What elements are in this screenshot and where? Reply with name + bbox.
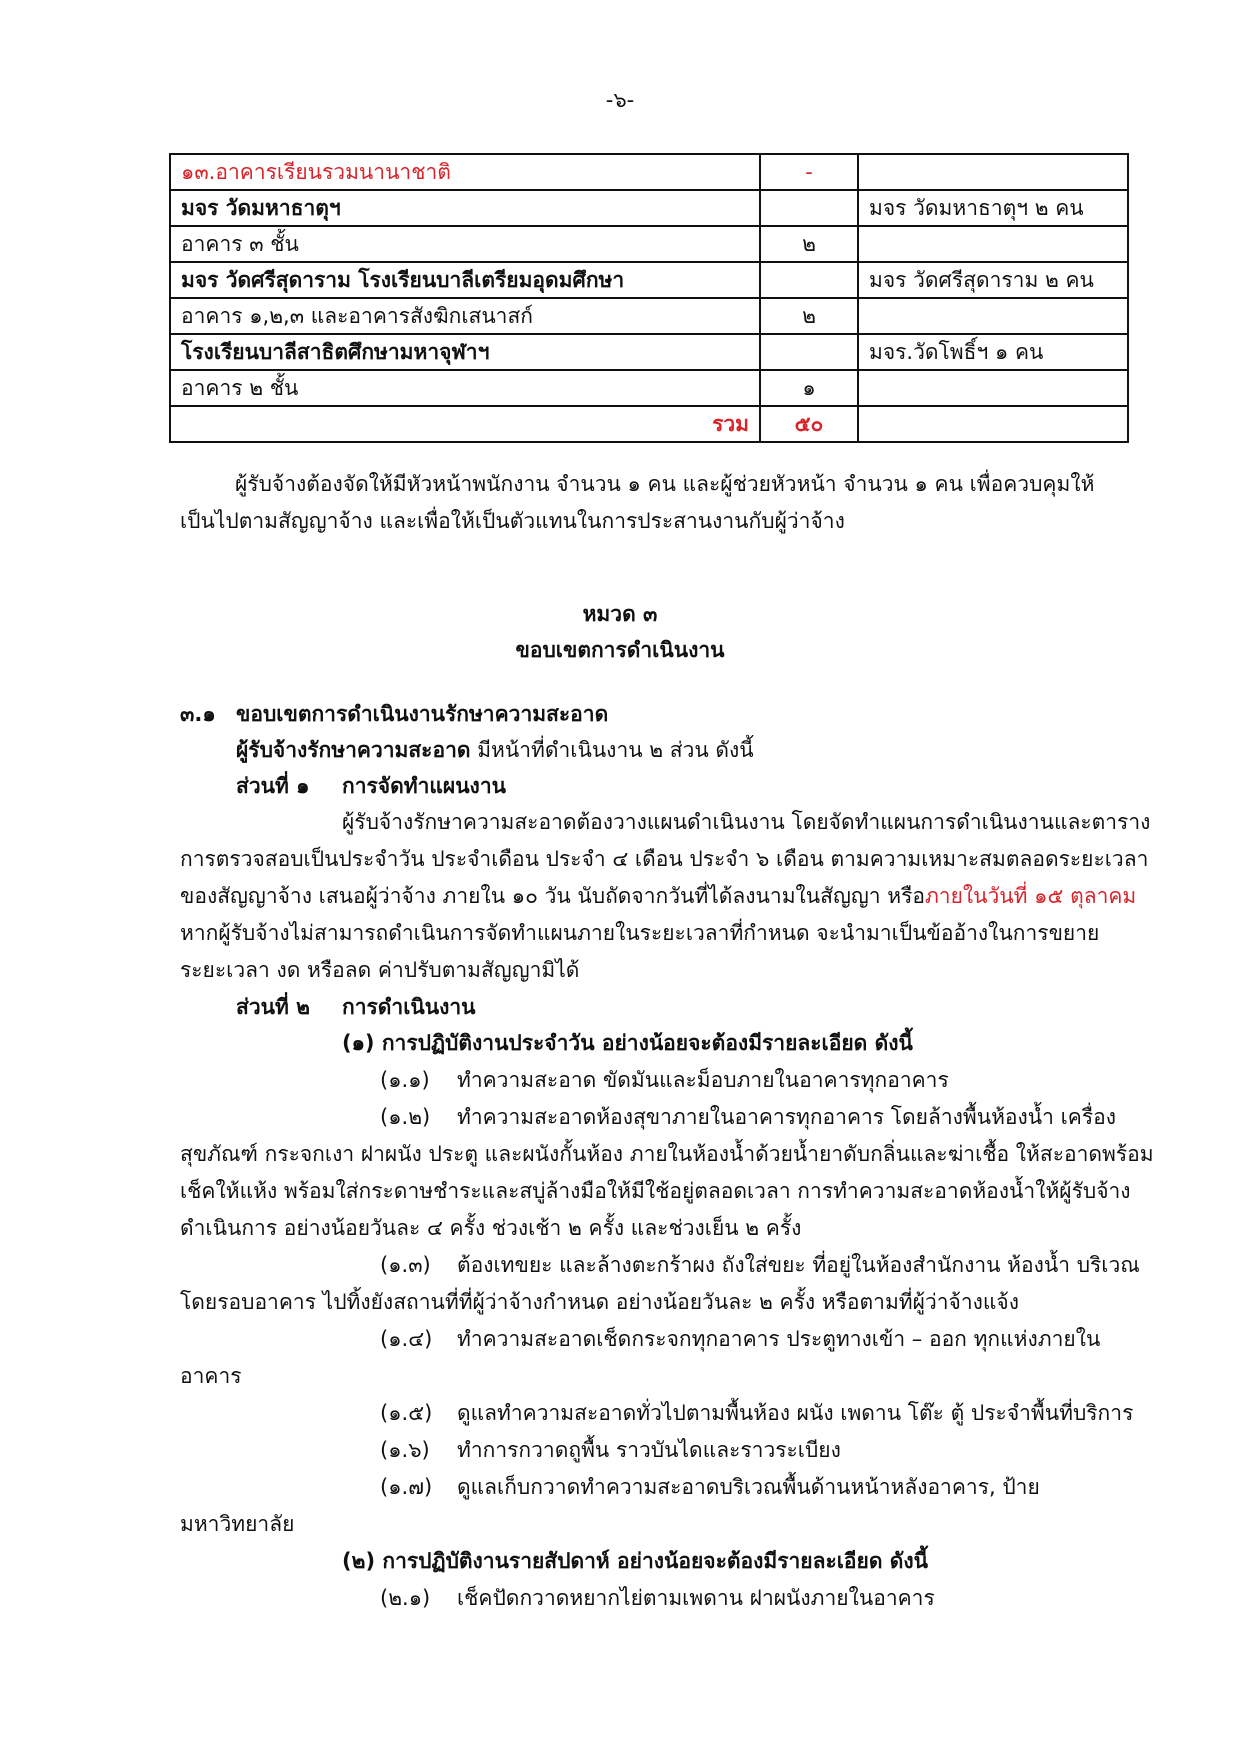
page-number: -๖-: [605, 88, 635, 112]
item-1-7-num: (๑.๗): [380, 1475, 433, 1499]
duty-rest: มีหน้าที่ดำเนินงาน ๒ ส่วน ดังนี้: [470, 738, 754, 762]
intro-line-1: ผู้รับจ้างต้องจัดให้มีหัวหน้าพนักงาน จำนวน ๑ คน และผู้ช่วยหัวหน้า จำนวน ๑ คน เพื่อควบคุมให้: [235, 472, 1095, 496]
item-1-2-cont-1: สุขภัณฑ์ กระจกเงา ฝาผนัง ประตู และผนังกั้นห้อง ภายในห้องน้ำด้วยน้ำยาดับกลิ่นและฆ่าเชื้อ ให้สะอาดพร้อม: [180, 1142, 1154, 1166]
staff-cell: มจร.วัดโพธิ์ฯ ๑ คน: [858, 334, 1128, 370]
location-cell: อาคาร ๓ ชั้น: [170, 226, 760, 262]
part1-line-3: [180, 880, 1136, 913]
part1-line-3-text: ของสัญญาจ้าง เสนอผู้ว่าจ้าง ภายใน ๑๐ วัน นับถัดจากวันที่ได้ลงนามในสัญญา หรือ: [180, 884, 925, 908]
duty-line: [236, 734, 754, 767]
item-1-1-text: ทำความสะอาด ขัดมันและม็อบภายในอาคารทุกอาคาร: [457, 1068, 949, 1092]
location-cell: อาคาร ๑,๒,๓ และอาคารสังฆิกเสนาสก์: [170, 298, 760, 334]
item-1-2-text: ทำความสะอาดห้องสุขาภายในอาคารทุกอาคาร โดยล้างพื้นห้องน้ำ เครื่อง: [457, 1105, 1116, 1129]
chapter-subtitle: ขอบเขตการดำเนินงาน: [515, 638, 725, 662]
item-1-2-num: (๑.๒): [380, 1105, 431, 1129]
count-cell: ๒: [760, 298, 858, 334]
item-1-3-text: ต้องเทขยะ และล้างตะกร้าผง ถังใส่ขยะ ที่อยู่ในห้องสำนักงาน ห้องน้ำ บริเวณ: [457, 1253, 1140, 1277]
part1-line-2: การตรวจสอบเป็นประจำวัน ประจำเดือน ประจำ ๔ เดือน ประจำ ๖ เดือน ตามความเหมาะสมตลอดระยะเวลา: [180, 847, 1149, 871]
item-1-5-num: (๑.๕): [380, 1401, 433, 1425]
item-1-4-num: (๑.๔): [380, 1327, 433, 1351]
item-2-1-text: เช็คปัดกวาดหยากไย่ตามเพดาน ฝาผนังภายในอาคาร: [457, 1586, 935, 1610]
staff-table: [169, 153, 1129, 443]
part1-label: ส่วนที่ ๑: [236, 774, 310, 798]
count-cell: ๒: [760, 226, 858, 262]
duty-bold: ผู้รับจ้างรักษาความสะอาด: [236, 738, 471, 762]
item-1-6-num: (๑.๖): [380, 1438, 430, 1462]
table-row: [170, 226, 1128, 262]
location-cell: มจร วัดมหาธาตุฯ: [170, 190, 760, 226]
table-row: [170, 370, 1128, 406]
staff-cell: [858, 370, 1128, 406]
count-cell: [760, 334, 858, 370]
location-cell: ๑๓.อาคารเรียนรวมนานาชาติ: [170, 154, 760, 190]
chapter-title: หมวด ๓: [582, 602, 658, 626]
item-1-3-num: (๑.๓): [380, 1253, 431, 1277]
item-1-6-text: ทำการกวาดถูพื้น ราวบันไดและราวระเบียง: [457, 1438, 841, 1462]
location-cell: มจร วัดศรีสุดาราม โรงเรียนบาลีเตรียมอุดมศึกษา: [170, 262, 760, 298]
section-number: ๓.๑: [180, 702, 216, 726]
intro-line-2: เป็นไปตามสัญญาจ้าง และเพื่อให้เป็นตัวแทนในการประสานงานกับผู้ว่าจ้าง: [180, 509, 845, 533]
location-cell: อาคาร ๒ ชั้น: [170, 370, 760, 406]
count-cell: ๑: [760, 370, 858, 406]
location-cell: โรงเรียนบาลีสาธิตศึกษามหาจุฬาฯ: [170, 334, 760, 370]
total-label: รวม: [170, 406, 760, 442]
deadline-highlight: ภายในวันที่ ๑๕ ตุลาคม: [924, 884, 1137, 908]
staff-cell: [858, 298, 1128, 334]
total-empty-cell: [858, 406, 1128, 442]
staff-cell: มจร วัดศรีสุดาราม ๒ คน: [858, 262, 1128, 298]
part2-title: การดำเนินงาน: [342, 995, 476, 1019]
part1-line-5: ระยะเวลา งด หรือลด ค่าปรับตามสัญญามิได้: [180, 958, 580, 982]
staff-cell: [858, 154, 1128, 190]
item-1-2-cont-2: เช็คให้แห้ง พร้อมใส่กระดาษชำระและสบู่ล้างมือให้มีใช้อยู่ตลอดเวลา การทำความสะอาดห้องน้ำให้ผู้รับจ้าง: [180, 1179, 1131, 1203]
table-row: [170, 298, 1128, 334]
item-1-4-cont-1: อาคาร: [180, 1364, 242, 1388]
item-1-4-text: ทำความสะอาดเช็ดกระจกทุกอาคาร ประตูทางเข้า – ออก ทุกแห่งภายใน: [457, 1327, 1101, 1351]
total-value: ๕๐: [760, 406, 858, 442]
table-row: [170, 334, 1128, 370]
item-1-1-num: (๑.๑): [380, 1068, 430, 1092]
part1-line-1: ผู้รับจ้างรักษาความสะอาดต้องวางแผนดำเนินงาน โดยจัดทำแผนการดำเนินงานและตาราง: [342, 810, 1151, 834]
total-row: [170, 406, 1128, 442]
part1-title: การจัดทำแผนงาน: [342, 774, 506, 798]
part2-label: ส่วนที่ ๒: [236, 995, 310, 1019]
item-1-2-cont-3: ดำเนินการ อย่างน้อยวันละ ๔ ครั้ง ช่วงเช้า ๒ ครั้ง และช่วงเย็น ๒ ครั้ง: [180, 1216, 802, 1240]
count-cell: -: [760, 154, 858, 190]
item-1-7-cont-1: มหาวิทยาลัย: [180, 1512, 295, 1536]
table-row: [170, 262, 1128, 298]
intro-paragraph: [180, 466, 1140, 540]
staff-cell: มจร วัดมหาธาตุฯ ๒ คน: [858, 190, 1128, 226]
item-2-1-num: (๒.๑): [380, 1586, 431, 1610]
weekly-heading: (๒) การปฏิบัติงานรายสัปดาห์ อย่างน้อยจะต้องมีรายละเอียด ดังนี้: [342, 1549, 929, 1573]
part1-line-4: หากผู้รับจ้างไม่สามารถดำเนินการจัดทำแผนภายในระยะเวลาที่กำหนด จะนำมาเป็นข้ออ้างในการขยาย: [180, 921, 1100, 945]
item-1-3-cont-1: โดยรอบอาคาร ไปทิ้งยังสถานที่ที่ผู้ว่าจ้างกำหนด อย่างน้อยวันละ ๒ ครั้ง หรือตามที่ผู้ว่าจ้างแจ้ง: [180, 1290, 1019, 1314]
daily-heading: (๑) การปฏิบัติงานประจำวัน อย่างน้อยจะต้องมีรายละเอียด ดังนี้: [342, 1031, 913, 1055]
table-row: [170, 154, 1128, 190]
item-1-5-text: ดูแลทำความสะอาดทั่วไปตามพื้นห้อง ผนัง เพดาน โต๊ะ ตู้ ประจำพื้นที่บริการ: [457, 1401, 1134, 1425]
section-title: ขอบเขตการดำเนินงานรักษาความสะอาด: [236, 702, 609, 726]
count-cell: [760, 262, 858, 298]
table-row: [170, 190, 1128, 226]
item-1-7-text: ดูแลเก็บกวาดทำความสะอาดบริเวณพื้นด้านหน้าหลังอาคาร, ป้าย: [457, 1475, 1040, 1499]
staff-cell: [858, 226, 1128, 262]
count-cell: [760, 190, 858, 226]
